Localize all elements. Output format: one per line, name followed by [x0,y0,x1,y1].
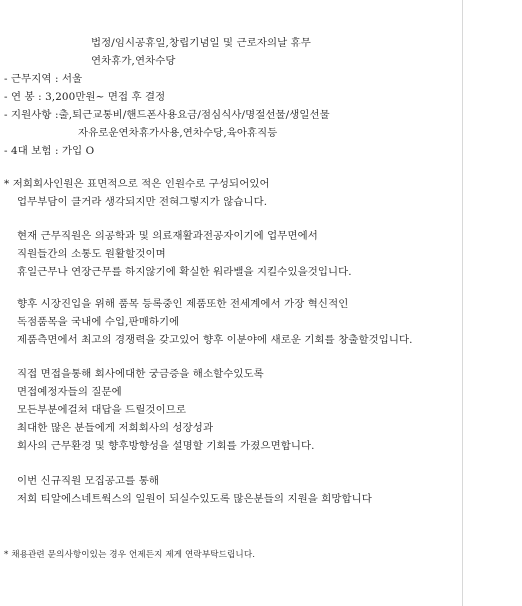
future-paragraph-line-2: 독점품목을 국내에 수입,판매하기에 [17,316,180,328]
intro-line-2: 업무부담이 클거라 생각되지만 전혀그렇지가 않습니다. [17,196,268,208]
staff-paragraph-line-2: 직원들간의 소통도 원활할것이며 [17,248,166,260]
interview-paragraph-line-3: 모든부분에걸쳐 대답을 드릴것이므로 [17,404,187,416]
benefit-leave-text: 연차휴가,연차수당 [91,55,176,67]
future-paragraph-line-1: 향후 시장진입을 위해 품목 등록중인 제품또한 전세계에서 가장 혁신적인 [17,298,349,310]
support-item: - 지원사항 :출,퇴근교통비/핸드폰사용요금/점심식사/명절선물/생일선물 [4,109,330,121]
future-paragraph-line-3: 제품측면에서 최고의 경쟁력을 갖고있어 향후 이분야에 새로운 기회를 창출할것입니다. [17,334,413,346]
page-edge-divider [462,0,463,606]
support-item-continued: 자유로운연차휴가사용,연차수당,육아휴직등 [78,127,278,139]
staff-paragraph-line-3: 휴일근무나 연장근무를 하지않기에 확실한 워라밸을 지킬수있을것입니다. [17,266,352,278]
closing-paragraph-line-2: 저희 티알에스네트웍스의 일원이 되실수있도록 많은분들의 지원을 희망합니다 [17,493,372,505]
intro-line-1: * 저희회사인원은 표면적으로 적은 인원수로 구성되어있어 [4,178,270,190]
interview-paragraph-line-4: 최대한 많은 분들에게 저희회사의 성장성과 [17,422,214,434]
work-location-item: - 근무지역 : 서울 [4,73,83,85]
interview-paragraph-line-5: 회사의 근무환경 및 향후방향성을 설명할 기회를 가졌으면합니다. [17,440,315,452]
contact-note: * 채용관련 문의사항이있는 경우 언제든지 제게 연락부탁드립니다. [4,550,256,560]
closing-paragraph-line-1: 이번 신규직원 모집공고를 통해 [17,475,159,487]
benefit-holidays-text: 법정/임시공휴일,창립기념일 및 근로자의날 휴무 [91,37,311,49]
insurance-item: - 4대 보험 : 가입 O [4,145,95,157]
interview-paragraph-line-2: 면접예정자들의 질문에 [17,386,122,398]
salary-item: - 연 봉 : 3,200만원~ 면접 후 결정 [4,91,166,103]
staff-paragraph-line-1: 현재 근무직원은 의공학과 및 의료재활과전공자이기에 업무면에서 [17,230,318,242]
interview-paragraph-line-1: 직접 면접을통해 회사에대한 궁금증을 해소할수있도록 [17,368,264,380]
